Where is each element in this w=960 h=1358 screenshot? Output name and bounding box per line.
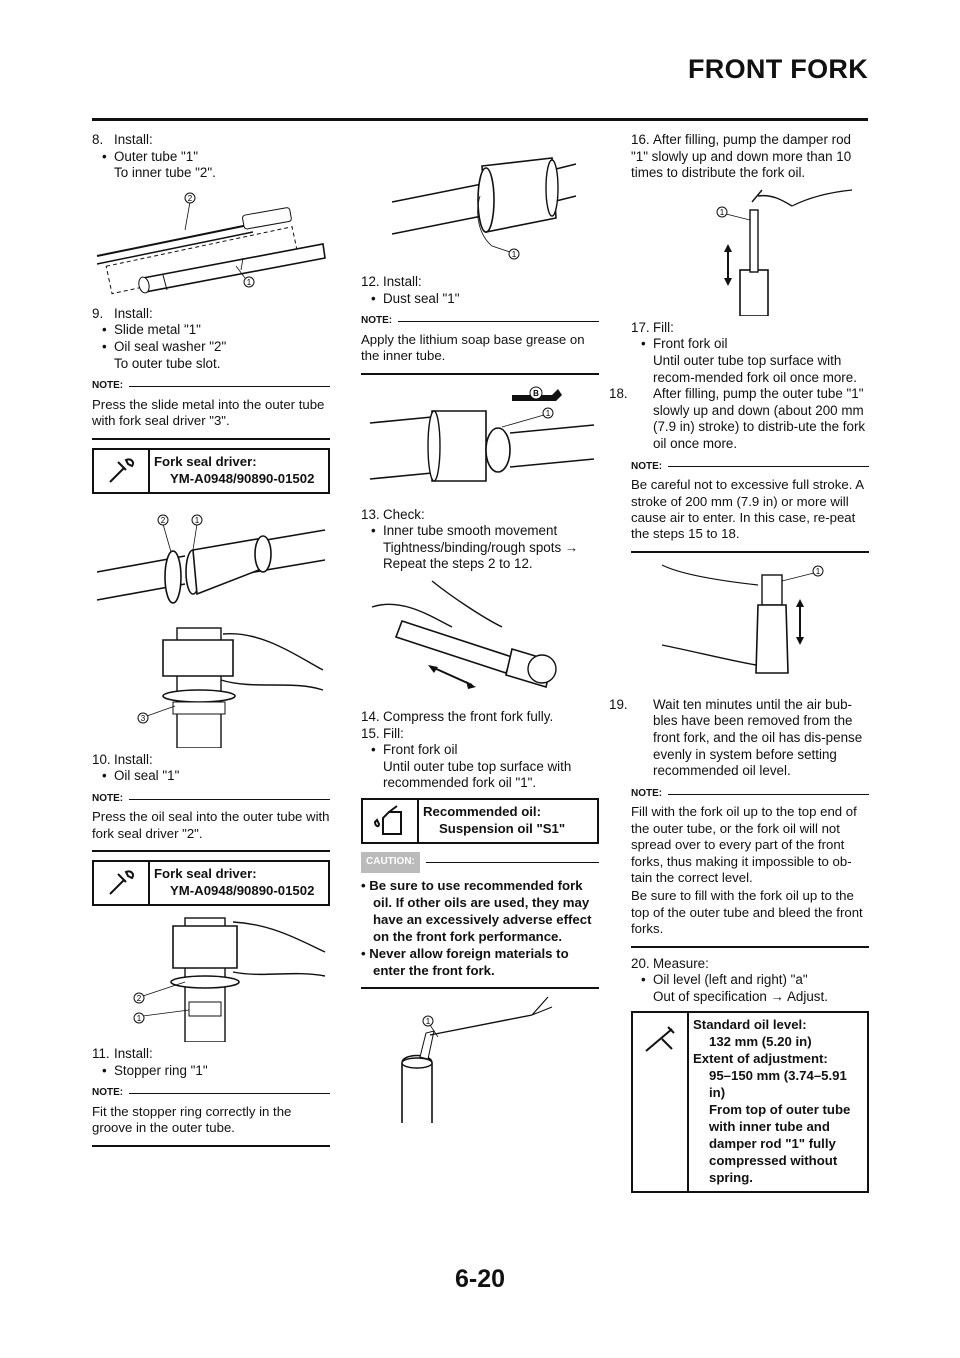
step-8: 8. Install:	[92, 132, 153, 147]
step-15: 15. Fill:	[361, 725, 404, 741]
step-17: 17. Fill:	[631, 319, 674, 335]
step-19: 19. Wait ten minutes until the air bub-bles have been removed from the front fork, and the oil has dis-pense evenly in system before setting recommended oil level.	[609, 696, 863, 779]
step-16: 16. After filling, pump the damper rod "1" slowly up and down more than 10 times to distribute the fork oil.	[631, 132, 852, 181]
svg-text:B: B	[533, 388, 539, 398]
svg-text:1: 1	[511, 250, 517, 259]
oil-seal-figure	[93, 912, 329, 1042]
svg-text:1: 1	[719, 207, 725, 217]
damper-rod-pump-figure	[632, 186, 868, 316]
note-box: NOTE: Press the oil seal into the outer tube with fork seal driver "2".	[92, 791, 330, 852]
caution-box: • Be sure to use recommended fork oil. If other oils are used, they may have an excessively adverse effect on the front fork performance. • Never allow foreign materials to enter the front fork.	[361, 877, 592, 978]
svg-text:2: 2	[160, 515, 166, 525]
column-2: 1 12. Install: • Dust seal "1" NOTE: Apply the lithium soap base grease on the inner tube. 1 B 13. Check: • Inner tube smooth movement Tightness/binding/rough spots → Repeat the steps 2 to 12. 14. Compress the front fork fully. 15. Fill: • Front fork oil Until outer tube top surface with recommended fork oil "1". Recommended oil: Suspension oil "S1" CAUTION: • Be sure to use recommended fork oil. If other oils are used, they may have an excessively adverse effect on the front fork performance. • Never allow foreign materials to enter the front fork. 1	[361, 132, 599, 1127]
slide-metal-figure	[93, 500, 329, 616]
caliper-icon	[633, 1013, 689, 1191]
svg-text:1: 1	[545, 408, 551, 418]
tool-icon	[94, 450, 150, 492]
step-20: 20. Measure:	[631, 955, 709, 971]
svg-text:1: 1	[136, 1014, 142, 1024]
page-title: FRONT FORK	[688, 54, 868, 84]
oil-can-icon	[363, 800, 419, 842]
svg-text:2: 2	[136, 994, 142, 1004]
caution-header: CAUTION:	[361, 852, 599, 873]
step-13: 13. Check:	[361, 506, 425, 522]
fork-seal-driver-figure	[93, 620, 329, 748]
spec-box: Recommended oil: Suspension oil "S1"	[361, 798, 599, 844]
step-12: 12. Install:	[361, 274, 422, 289]
header-rule	[92, 118, 868, 121]
column-3: 16. After filling, pump the damper rod "1" slowly up and down more than 10 times to distribute the fork oil. 1 17. Fill: • Front fork oil Until outer tube top surface with recom-mended fork oil once more. 18. After filling, pump the outer tube "1" slowly up and down (about 200 mm (7.9 in) stroke) to distrib-ute the fork oil once more. NOTE: Be careful not to excessive full stroke. A stroke of 200 mm (7.9 in) or more will cause air to enter. In this case, re-peat the steps 15 to 18. 1 19. Wait ten minutes until the air bub-bles have been removed from the front fork, and the oil has dis-pense evenly in system before setting recommended oil level. NOTE: Fill with the fork oil up to the top end of the outer tube, or the fork oil will not spread over to every part of the front forks, thus making it impossible to ob-tain the correct level. Be sure to fill with the fork oil up to the top of the outer tube and bleed the front forks. 20. Measure: • Oil level (left and right) "a" Out of specification → Adjust. Standard oil level: 132 mm (5.20 in) Extent of adjustment: 95–150 mm (3.74–5.91 in) From top of outer tube with inner tube and damper rod "1" fully compressed without spring.	[631, 132, 869, 1199]
dust-seal-figure	[362, 383, 598, 503]
inner-tube-check-figure	[362, 577, 598, 705]
caution-end-rule	[361, 987, 599, 989]
note-box: NOTE: Fill with the fork oil up to the top end of the outer tube, or the fork oil will not spread over to every part of the front forks, thus making it impossible to ob-tain the correct level. Be sure to fill with the fork oil up to the top of the outer tube and bleed the front forks.	[631, 786, 869, 948]
outer-tube-figure	[93, 186, 329, 302]
note-box: NOTE: Apply the lithium soap base grease on the inner tube.	[361, 313, 599, 374]
note-box: NOTE: Press the slide metal into the outer tube with fork seal driver "3".	[92, 378, 330, 439]
svg-text:1: 1	[815, 566, 821, 576]
page-number: 6-20	[454, 1265, 506, 1293]
svg-text:3: 3	[140, 713, 146, 723]
outer-tube-pump-figure	[632, 561, 868, 693]
column-1: 8. Install: • Outer tube "1" To inner tube "2". 2 1 9. Install: • Slide metal "1" • Oil seal washer "2" To outer tube slot. NOTE: Press the slide metal into the outer tube with fork seal driver "3". Fork seal driver: YM-A0948/90890-01502 2 1 3 10. Install: • Oil seal "1" NOTE: Press the oil seal into the outer tube with fork seal driver "2". Fork seal driver: YM-A0948/90890-01502 2 1 11. Install: • Stopper ring "1" NOTE: Fit the stopper ring correctly in the groove in the outer tube.	[92, 132, 330, 1155]
svg-text:1: 1	[194, 515, 200, 525]
step-9: 9. Install:	[92, 305, 153, 321]
svg-text:1: 1	[246, 277, 252, 287]
svg-text:2: 2	[187, 193, 193, 203]
step-11: 11. Install:	[92, 1046, 153, 1062]
tool-icon	[94, 862, 150, 904]
stopper-ring-figure	[362, 136, 598, 270]
step-14: 14. Compress the front fork fully.	[361, 708, 554, 724]
svg-text:1: 1	[425, 1016, 431, 1026]
spec-box: Standard oil level: 132 mm (5.20 in) Extent of adjustment: 95–150 mm (3.74–5.91 in) From top of outer tube with inner tube and damper rod "1" fully compressed without spring.	[631, 1011, 869, 1193]
step-18: 18. After filling, pump the outer tube "1" slowly up and down (about 200 mm (7.9 in) stroke) to distrib-ute the fork oil once more.	[609, 386, 866, 451]
oil-fill-figure	[362, 993, 598, 1123]
spec-box: Fork seal driver: YM-A0948/90890-01502	[92, 860, 330, 906]
step-10: 10. Install:	[92, 751, 153, 767]
note-box: NOTE: Be careful not to excessive full stroke. A stroke of 200 mm (7.9 in) or more will cause air to enter. In this case, re-peat the steps 15 to 18.	[631, 459, 869, 553]
note-box: NOTE: Fit the stopper ring correctly in the groove in the outer tube.	[92, 1085, 330, 1146]
spec-box: Fork seal driver: YM-A0948/90890-01502	[92, 448, 330, 494]
